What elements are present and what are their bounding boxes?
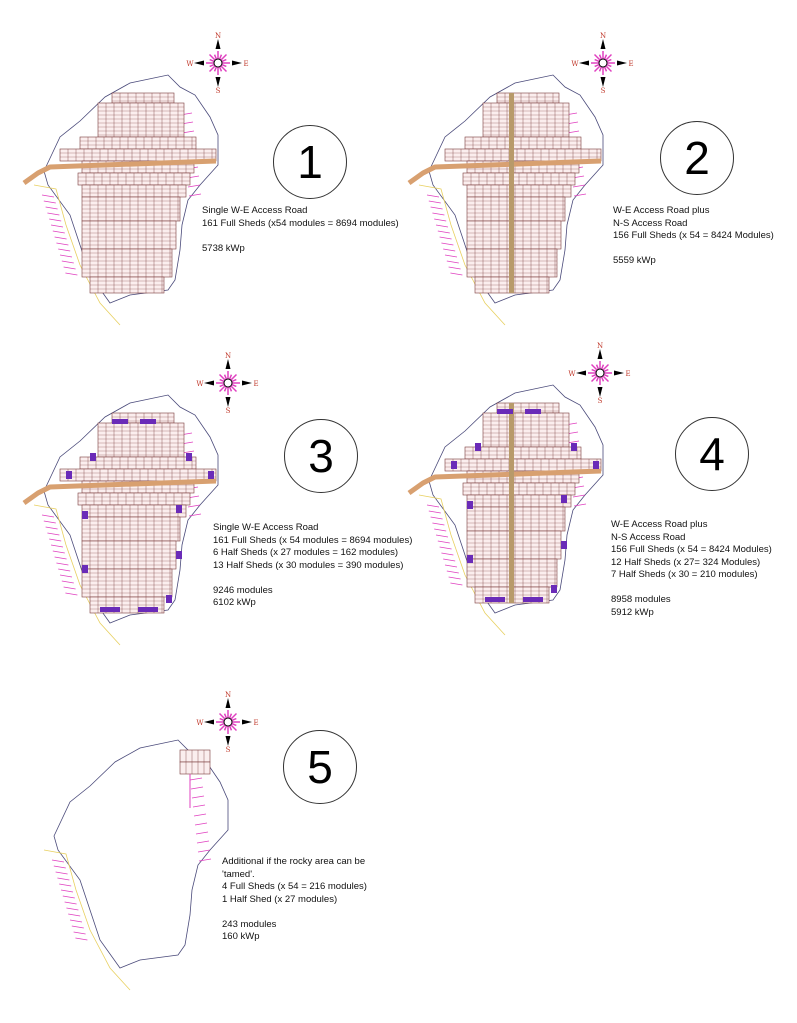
description-line: 161 Full Sheds (x 54 modules = 8694 modules) — [213, 534, 413, 546]
shed-block — [80, 137, 196, 149]
compass-s-label: S — [225, 407, 231, 415]
option-number-badge: 5 — [283, 730, 357, 804]
half-shed — [176, 505, 182, 513]
compass-e-label: E — [253, 719, 259, 727]
description-line: 5912 kWp — [611, 606, 654, 618]
compass-e-label: E — [253, 380, 259, 388]
option-description — [202, 205, 399, 255]
compass-s-label: S — [597, 397, 603, 405]
shed-block — [60, 149, 216, 161]
description-line: W-E Access Road plus — [611, 519, 708, 530]
shed-block — [465, 447, 581, 459]
option-number-badge: 4 — [675, 417, 749, 491]
compass-n-label: N — [224, 352, 232, 360]
half-shed — [138, 607, 158, 612]
description-line: 243 modules — [222, 918, 277, 930]
layout-option-3 — [20, 345, 440, 655]
option-description — [222, 856, 367, 944]
description-line — [213, 572, 412, 585]
compass-w-label: W — [186, 60, 194, 68]
description-line: 160 kWp — [222, 931, 260, 942]
shed-block — [465, 137, 581, 149]
half-shed — [186, 453, 192, 461]
compass-n-label: N — [214, 32, 222, 40]
layout-option-1 — [20, 25, 440, 325]
ns-access-road — [509, 93, 514, 293]
compass-star-icon — [576, 349, 624, 397]
shed-block — [82, 505, 186, 517]
description-line: 156 Full Sheds (x 54 = 8424 Modules) — [611, 544, 772, 555]
option-description — [613, 205, 774, 268]
layout-option-2 — [405, 25, 797, 325]
shed-block — [445, 459, 601, 471]
contour-markings — [52, 778, 211, 940]
description-line — [222, 906, 367, 919]
shed-block — [483, 103, 569, 137]
solar-shed-grid — [445, 93, 601, 293]
description-line: 6 Half Sheds (x 27 modules = 162 modules) — [213, 547, 399, 558]
half-shed — [166, 595, 172, 603]
half-shed — [82, 565, 88, 573]
shed-block — [82, 249, 172, 277]
layout-option-5 — [30, 690, 450, 1010]
half-shed — [176, 551, 182, 559]
description-line: 9246 modules — [213, 584, 273, 596]
compass-e-label: E — [243, 60, 249, 68]
half-shed — [467, 501, 473, 509]
contour-line — [44, 850, 130, 990]
half-shed — [571, 443, 577, 451]
description-line: 'tamed'. — [222, 868, 255, 880]
option-number-badge: 1 — [273, 125, 347, 199]
half-shed — [90, 453, 96, 461]
compass-n-label: N — [596, 342, 604, 350]
half-shed — [561, 495, 567, 503]
shed-block — [82, 569, 172, 597]
shed-block — [497, 93, 559, 103]
half-shed — [66, 471, 72, 479]
description-line: 5559 kWp — [613, 255, 656, 266]
half-shed — [82, 511, 88, 519]
compass-rose-icon — [188, 33, 248, 93]
half-shed — [208, 471, 214, 479]
shed-block — [483, 413, 569, 447]
half-shed — [561, 541, 567, 549]
description-line: N-S Access Road — [613, 217, 688, 229]
compass-n-label: N — [224, 691, 232, 699]
shed-block — [112, 93, 174, 103]
half-shed — [523, 597, 543, 602]
compass-e-label: E — [628, 60, 634, 68]
half-shed — [475, 443, 481, 451]
half-shed — [467, 555, 473, 563]
solar-shed-grid — [60, 93, 216, 293]
description-line: W-E Access Road plus — [613, 205, 710, 216]
compass-w-label: W — [196, 719, 204, 727]
shed-block — [60, 469, 216, 481]
description-line: Single W-E Access Road — [213, 522, 319, 533]
compass-s-label: S — [215, 87, 221, 95]
compass-rose-icon — [570, 343, 630, 403]
half-shed — [485, 597, 505, 602]
description-line: 12 Half Sheds (x 27= 324 Modules) — [611, 556, 761, 568]
description-line: 1 Half Shed (x 27 modules) — [222, 893, 338, 905]
description-line: 156 Full Sheds (x 54 = 8424 Modules) — [613, 230, 774, 241]
option-description — [213, 522, 412, 610]
shed-block — [80, 457, 196, 469]
description-line: 8958 modules — [611, 594, 671, 605]
description-line: 7 Half Sheds (x 30 = 210 modules) — [611, 569, 758, 580]
option-number-badge: 2 — [660, 121, 734, 195]
description-line: N-S Access Road — [611, 531, 686, 543]
option-number-badge: 3 — [284, 419, 358, 493]
compass-star-icon — [204, 698, 252, 746]
option-description — [611, 519, 772, 619]
half-shed — [451, 461, 457, 469]
compass-s-label: S — [600, 87, 606, 95]
description-line: 5738 kWp — [202, 242, 245, 254]
compass-s-label: S — [225, 746, 231, 754]
half-shed — [593, 461, 599, 469]
compass-w-label: W — [568, 370, 576, 378]
shed-block — [180, 762, 210, 774]
description-line: Single W-E Access Road — [202, 205, 308, 216]
compass-w-label: W — [571, 60, 579, 68]
half-shed — [112, 419, 128, 424]
layout-option-4 — [405, 335, 797, 655]
description-line: 6102 kWp — [213, 597, 256, 608]
description-line: 13 Half Sheds (x 30 modules = 390 modules) — [213, 559, 404, 571]
description-line: Additional if the rocky area can be — [222, 856, 366, 867]
compass-star-icon — [194, 39, 242, 87]
compass-rose-icon — [198, 353, 258, 413]
shed-block — [467, 185, 571, 197]
shed-block — [467, 495, 571, 507]
half-shed — [140, 419, 156, 424]
description-line — [611, 582, 772, 595]
compass-star-icon — [579, 39, 627, 87]
description-line: 4 Full Sheds (x 54 = 216 modules) — [222, 881, 367, 892]
solar-shed-grid — [180, 750, 210, 774]
shed-block — [98, 103, 184, 137]
compass-e-label: E — [625, 370, 631, 378]
shed-block — [445, 149, 601, 161]
compass-star-icon — [204, 359, 252, 407]
compass-n-label: N — [599, 32, 607, 40]
description-line — [202, 230, 399, 243]
ns-access-road — [509, 403, 514, 603]
half-shed — [497, 409, 513, 414]
shed-block — [98, 423, 184, 457]
description-line — [613, 243, 774, 256]
half-shed — [551, 585, 557, 593]
description-line: 161 Full Sheds (x54 modules = 8694 modules) — [202, 217, 399, 229]
half-shed — [100, 607, 120, 612]
compass-rose-icon — [198, 692, 258, 752]
compass-rose-icon — [573, 33, 633, 93]
shed-block — [82, 185, 186, 197]
half-shed — [525, 409, 541, 414]
compass-w-label: W — [196, 380, 204, 388]
